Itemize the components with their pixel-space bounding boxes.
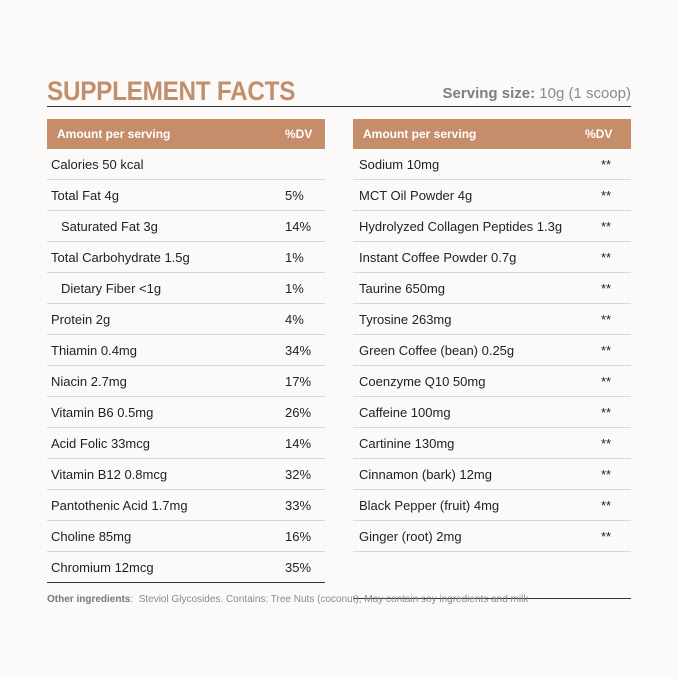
- page-title: SUPPLEMENT FACTS: [47, 76, 296, 106]
- nutrient-dv: **: [601, 343, 612, 358]
- nutrient-name: Ginger (root) 2mg: [359, 529, 462, 544]
- nutrient-dv: 17%: [285, 374, 312, 389]
- nutrient-dv: 35%: [285, 560, 312, 575]
- nutrient-name: Choline 85mg: [51, 529, 132, 544]
- nutrient-name: Thiamin 0.4mg: [51, 343, 137, 358]
- nutrient-dv: **: [601, 312, 612, 327]
- nutrient-name: Coenzyme Q10 50mg: [359, 374, 486, 389]
- table-row: [47, 211, 325, 242]
- table-row: [353, 304, 631, 335]
- table-row: [353, 242, 631, 273]
- table-row: [353, 366, 631, 397]
- table-row: [47, 273, 325, 304]
- nutrient-dv: 26%: [285, 405, 312, 420]
- nutrient-dv: **: [601, 281, 612, 296]
- nutrient-name: Saturated Fat 3g: [61, 219, 158, 234]
- table-row: [353, 335, 631, 366]
- nutrient-dv: **: [601, 529, 612, 544]
- nutrient-dv: **: [601, 250, 612, 265]
- table-row: [47, 397, 325, 428]
- nutrient-dv: 34%: [285, 343, 312, 358]
- nutrient-dv: **: [601, 219, 612, 234]
- table-header: [47, 119, 325, 149]
- nutrient-dv: 14%: [285, 219, 312, 234]
- serving-size-label: Serving size:: [442, 85, 536, 102]
- nutrient-name: Pantothenic Acid 1.7mg: [51, 498, 188, 513]
- table-row: [47, 552, 325, 583]
- nutrient-dv: 14%: [285, 436, 312, 451]
- table-row: [47, 180, 325, 211]
- nutrient-name: Acid Folic 33mcg: [51, 436, 150, 451]
- table-row: [47, 242, 325, 273]
- table-row: [47, 459, 325, 490]
- ingredients-table: [353, 119, 631, 599]
- nutrient-dv: 5%: [285, 188, 304, 203]
- table-row: [353, 149, 631, 180]
- header-amount: Amount per serving: [363, 127, 477, 141]
- serving-size: [443, 85, 631, 102]
- table-row: [47, 335, 325, 366]
- nutrient-name: Calories 50 kcal: [51, 157, 144, 172]
- other-ingredients-label: Other ingredients: [47, 594, 131, 605]
- table-row: [353, 180, 631, 211]
- table-row: [353, 490, 631, 521]
- nutrient-name: Total Fat 4g: [51, 188, 119, 203]
- nutrient-name: Tyrosine 263mg: [359, 312, 452, 327]
- nutrient-dv: 1%: [285, 250, 304, 265]
- nutrient-dv: **: [601, 467, 612, 482]
- nutrient-name: Vitamin B6 0.5mg: [51, 405, 154, 420]
- table-row: [353, 273, 631, 304]
- table-row: [47, 149, 325, 180]
- other-ingredients-colon: :: [130, 594, 139, 605]
- nutrient-name: Cinnamon (bark) 12mg: [359, 467, 492, 482]
- nutrient-name: Protein 2g: [51, 312, 111, 327]
- nutrient-name: MCT Oil Powder 4g: [359, 188, 473, 203]
- nutrient-name: Caffeine 100mg: [359, 405, 451, 420]
- header: [47, 74, 631, 107]
- nutrient-dv: 33%: [285, 498, 312, 513]
- table-row-empty: [353, 552, 631, 599]
- nutrient-dv: **: [601, 498, 612, 513]
- nutrient-dv: **: [601, 405, 612, 420]
- nutrient-name: Taurine 650mg: [359, 281, 445, 296]
- header-amount: Amount per serving: [57, 127, 171, 141]
- table-row: [353, 397, 631, 428]
- other-ingredients-text: Steviol Glycosides. Contains: Tree Nuts (coconut), May contain soy ingredients and milk: [138, 594, 529, 605]
- table-row: [353, 428, 631, 459]
- nutrient-dv: **: [601, 374, 612, 389]
- header-dv: %DV: [585, 127, 613, 141]
- table-header: [353, 119, 631, 149]
- nutrient-name: Cartinine 130mg: [359, 436, 455, 451]
- nutrient-dv: 32%: [285, 467, 312, 482]
- table-row: [353, 211, 631, 242]
- nutrient-name: Vitamin B12 0.8mcg: [51, 467, 168, 482]
- nutrient-dv: **: [601, 188, 612, 203]
- nutrient-name: Dietary Fiber <1g: [61, 281, 162, 296]
- nutrient-name: Green Coffee (bean) 0.25g: [359, 343, 515, 358]
- nutrient-dv: **: [601, 436, 612, 451]
- table-row: [47, 521, 325, 552]
- nutrient-dv: **: [601, 157, 612, 172]
- nutrients-table: [47, 119, 325, 583]
- serving-size-value: 10g (1 scoop): [539, 85, 631, 102]
- nutrient-name: Black Pepper (fruit) 4mg: [359, 498, 500, 513]
- nutrient-dv: 4%: [285, 312, 304, 327]
- header-dv: %DV: [285, 127, 313, 141]
- nutrient-name: Hydrolyzed Collagen Peptides 1.3g: [359, 219, 563, 234]
- nutrient-name: Instant Coffee Powder 0.7g: [359, 250, 517, 265]
- nutrient-dv: 1%: [285, 281, 304, 296]
- table-row: [47, 366, 325, 397]
- table-row: [353, 459, 631, 490]
- other-ingredients: [47, 594, 528, 605]
- table-row: [353, 521, 631, 552]
- nutrient-name: Chromium 12mcg: [51, 560, 154, 575]
- table-row: [47, 490, 325, 521]
- nutrient-name: Total Carbohydrate 1.5g: [51, 250, 190, 265]
- nutrient-dv: 16%: [285, 529, 312, 544]
- nutrient-name: Niacin 2.7mg: [51, 374, 127, 389]
- table-row: [47, 428, 325, 459]
- table-row: [47, 304, 325, 335]
- nutrient-name: Sodium 10mg: [359, 157, 440, 172]
